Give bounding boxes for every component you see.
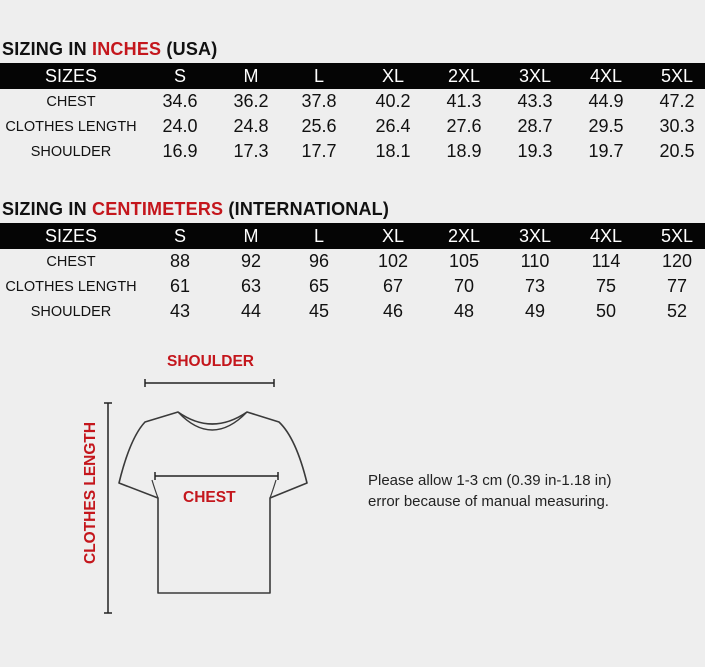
table-cell: 24.8 xyxy=(233,116,269,136)
centimeters-header-row xyxy=(0,223,705,249)
table-cell: 17.3 xyxy=(233,141,269,161)
row-label-shoulder: SHOULDER xyxy=(30,143,112,160)
table-cell: 28.7 xyxy=(517,116,553,136)
table-cell: 19.7 xyxy=(588,141,624,161)
table-cell: 18.9 xyxy=(446,141,482,161)
table-cell: 48 xyxy=(453,301,475,321)
table-cell: 73 xyxy=(524,276,546,296)
table-cell: 17.7 xyxy=(301,141,337,161)
header-size-5xl: 5XL xyxy=(660,225,694,246)
row-label-clothes-length: CLOTHES LENGTH xyxy=(5,278,137,295)
table-cell: 65 xyxy=(308,276,330,296)
header-size-s: S xyxy=(173,225,186,246)
chest-measure-line xyxy=(155,472,278,480)
header-size-4xl: 4XL xyxy=(589,225,623,246)
inches-header-row xyxy=(0,63,705,89)
table-cell: 18.1 xyxy=(375,141,411,161)
header-size-3xl: 3XL xyxy=(518,65,552,86)
header-size-2xl: 2XL xyxy=(447,65,481,86)
centimeters-table xyxy=(0,223,705,324)
header-size-m: M xyxy=(243,65,259,86)
row-label-shoulder: SHOULDER xyxy=(30,303,112,320)
inches-accent: INCHES xyxy=(92,39,162,59)
table-row xyxy=(0,274,705,299)
header-sizes: SIZES xyxy=(44,65,97,86)
shoulder-measure-line xyxy=(145,379,274,387)
table-row xyxy=(0,299,705,324)
header-size-l: L xyxy=(313,65,324,86)
inches-section-title: SIZING IN INCHES (USA) xyxy=(2,39,218,59)
table-cell: 44 xyxy=(240,301,262,321)
inches-table xyxy=(0,63,705,164)
table-cell: 26.4 xyxy=(375,116,411,136)
table-cell: 30.3 xyxy=(659,116,695,136)
table-cell: 70 xyxy=(453,276,475,296)
table-cell: 105 xyxy=(448,251,480,271)
table-cell: 45 xyxy=(308,301,330,321)
table-cell: 47.2 xyxy=(659,91,695,111)
table-row xyxy=(0,114,705,139)
table-cell: 120 xyxy=(661,251,693,271)
centimeters-section-title: SIZING IN CENTIMETERS (INTERNATIONAL) xyxy=(2,199,390,219)
chest-label: CHEST xyxy=(183,489,236,506)
table-cell: 77 xyxy=(666,276,688,296)
table-cell: 92 xyxy=(240,251,262,271)
table-cell: 61 xyxy=(169,276,191,296)
table-cell: 43.3 xyxy=(517,91,553,111)
table-cell: 25.6 xyxy=(301,116,337,136)
header-size-m: M xyxy=(243,225,259,246)
table-cell: 75 xyxy=(595,276,617,296)
table-cell: 41.3 xyxy=(446,91,482,111)
table-cell: 43 xyxy=(169,301,191,321)
length-measure-line xyxy=(104,403,112,613)
note-line-2: error because of manual measuring. xyxy=(368,493,609,510)
clothes-length-label: CLOTHES LENGTH xyxy=(82,421,99,564)
table-cell: 96 xyxy=(308,251,330,271)
row-label-chest: CHEST xyxy=(46,93,96,110)
header-size-l: L xyxy=(313,225,324,246)
note-line-1: Please allow 1-3 cm (0.39 in-1.18 in) xyxy=(368,472,612,489)
table-cell: 49 xyxy=(524,301,546,321)
table-cell: 36.2 xyxy=(233,91,269,111)
header-size-3xl: 3XL xyxy=(518,225,552,246)
table-cell: 88 xyxy=(169,251,191,271)
measurement-note xyxy=(368,470,611,512)
header-sizes: SIZES xyxy=(44,225,97,246)
header-size-xl: XL xyxy=(381,65,405,86)
table-cell: 44.9 xyxy=(588,91,624,111)
table-cell: 114 xyxy=(591,251,621,271)
table-cell: 16.9 xyxy=(162,141,198,161)
row-label-clothes-length: CLOTHES LENGTH xyxy=(5,118,137,135)
table-row xyxy=(0,139,705,164)
table-cell: 37.8 xyxy=(301,91,337,111)
table-cell: 20.5 xyxy=(659,141,695,161)
shoulder-label: SHOULDER xyxy=(167,353,254,370)
table-cell: 52 xyxy=(666,301,688,321)
header-size-s: S xyxy=(173,65,186,86)
header-size-xl: XL xyxy=(381,225,405,246)
header-size-5xl: 5XL xyxy=(660,65,694,86)
tshirt-neckline xyxy=(178,412,247,430)
centimeters-accent: CENTIMETERS xyxy=(92,199,224,219)
table-cell: 50 xyxy=(595,301,617,321)
table-cell: 34.6 xyxy=(162,91,198,111)
table-cell: 24.0 xyxy=(162,116,198,136)
table-cell: 67 xyxy=(382,276,404,296)
table-row xyxy=(0,89,705,114)
table-cell: 27.6 xyxy=(446,116,482,136)
table-cell: 102 xyxy=(377,251,409,271)
table-row xyxy=(0,249,705,274)
header-size-2xl: 2XL xyxy=(447,225,481,246)
tshirt-measurement-diagram xyxy=(0,340,705,667)
table-cell: 63 xyxy=(240,276,262,296)
row-label-chest: CHEST xyxy=(46,253,96,270)
table-cell: 40.2 xyxy=(375,91,411,111)
header-size-4xl: 4XL xyxy=(589,65,623,86)
table-cell: 46 xyxy=(382,301,404,321)
table-cell: 110 xyxy=(520,251,550,271)
table-cell: 29.5 xyxy=(588,116,624,136)
table-cell: 19.3 xyxy=(517,141,553,161)
